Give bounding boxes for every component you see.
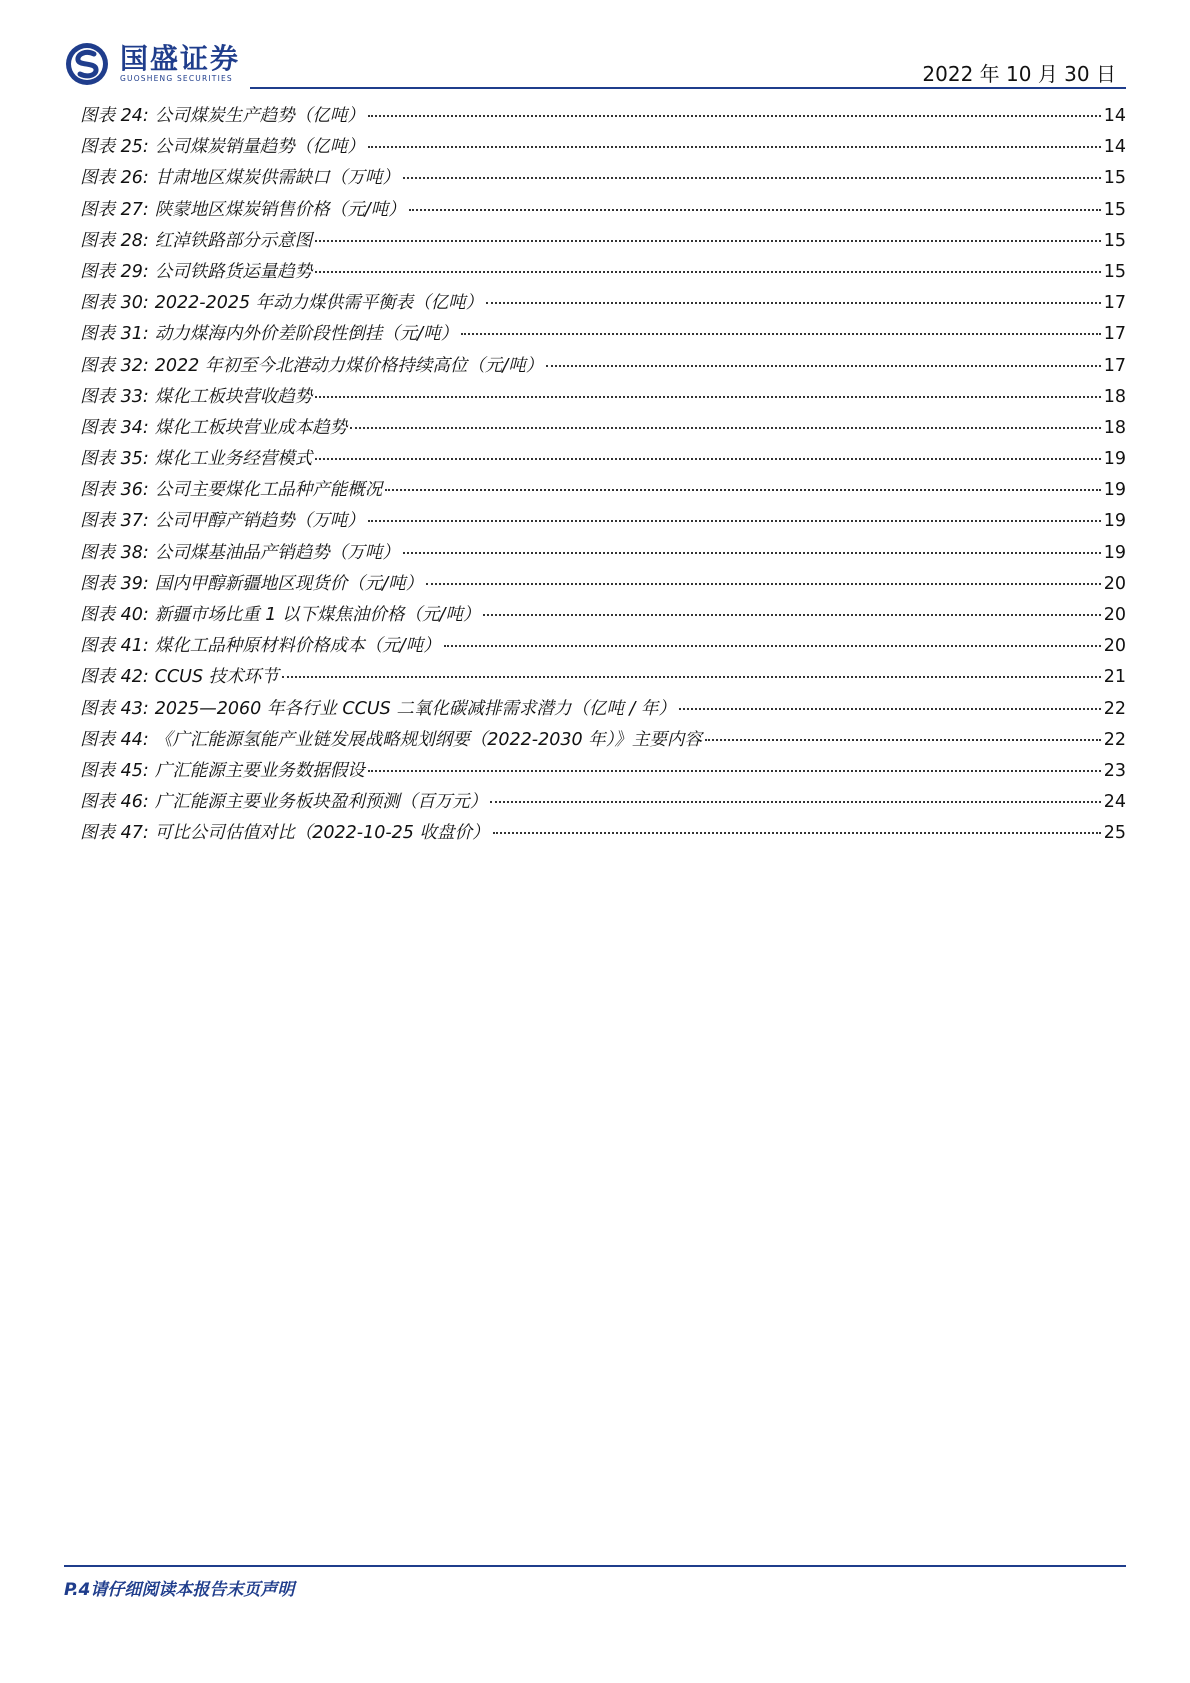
toc-dot-leader — [315, 458, 1100, 460]
toc-entry[interactable] — [80, 413, 1126, 444]
toc-entry-page: 22 — [1103, 729, 1126, 750]
toc-entry[interactable] — [80, 506, 1126, 537]
toc-entry-title: 广汇能源主要业务板块盈利预测（百万元） — [154, 792, 488, 813]
toc-entry[interactable] — [80, 600, 1126, 631]
toc-entry-title: 公司主要煤化工品种产能概况 — [154, 480, 383, 501]
toc-entry[interactable] — [80, 132, 1126, 163]
toc-entry-page: 21 — [1103, 667, 1126, 688]
toc-dot-leader — [483, 614, 1100, 616]
toc-entry-title: 《广汇能源氢能产业链发展战略规划纲要（2022-2030 年）》主要内容 — [154, 729, 702, 750]
toc-dot-leader — [490, 801, 1100, 803]
toc-dot-leader — [385, 489, 1100, 491]
toc-entry[interactable] — [80, 818, 1126, 849]
toc-dot-leader — [315, 240, 1100, 242]
toc-entry[interactable] — [80, 756, 1126, 787]
company-logo — [64, 38, 240, 90]
toc-entry-title: 2022-2025 年动力煤供需平衡表（亿吨） — [154, 293, 484, 314]
toc-entry-label: 图表 32: — [80, 355, 149, 376]
toc-entry-page: 17 — [1103, 324, 1126, 345]
toc-entry-label: 图表 44: — [80, 729, 149, 750]
toc-entry-title: 红淖铁路部分示意图 — [154, 230, 313, 251]
toc-entry-title: 公司铁路货运量趋势 — [154, 261, 313, 282]
toc-entry-page: 20 — [1103, 573, 1126, 594]
guosheng-logo-icon — [64, 41, 110, 87]
toc-entry-label: 图表 24: — [80, 106, 149, 126]
toc-entry-page: 19 — [1103, 449, 1126, 470]
toc-dot-leader — [444, 645, 1101, 647]
toc-entry-page: 17 — [1103, 293, 1126, 314]
toc-dot-leader — [368, 770, 1101, 772]
toc-entry-label: 图表 36: — [80, 480, 149, 501]
toc-dot-leader — [409, 209, 1101, 211]
toc-entry-label: 图表 28: — [80, 230, 149, 251]
toc-entry[interactable] — [80, 382, 1126, 413]
toc-entry-label: 图表 31: — [80, 324, 149, 345]
toc-entry-title: 煤化工板块营业成本趋势 — [154, 417, 348, 438]
toc-entry-title: 新疆市场比重 1 以下煤焦油价格（元/吨） — [154, 605, 481, 625]
logo-english-name: GUOSHENG SECURITIES — [120, 74, 233, 83]
header-divider — [250, 87, 1126, 89]
toc-entry-label: 图表 30: — [80, 293, 149, 314]
toc-entry-page: 18 — [1103, 417, 1126, 438]
footer-divider — [64, 1565, 1126, 1567]
toc-entry-title: 煤化工品种原材料价格成本（元/吨） — [154, 636, 441, 657]
toc-dot-leader — [461, 333, 1101, 335]
toc-entry-label: 图表 33: — [80, 386, 149, 407]
toc-dot-leader — [368, 115, 1101, 117]
toc-entry-title: 2025—2060 年各行业 CCUS 二氧化碳减排需求潜力（亿吨 / 年） — [154, 698, 676, 719]
toc-entry-page: 19 — [1103, 511, 1126, 532]
toc-entry[interactable] — [80, 257, 1126, 288]
toc-entry-page: 22 — [1103, 698, 1126, 719]
toc-entry-title: 公司煤基油品产销趋势（万吨） — [154, 542, 400, 563]
toc-dot-leader — [315, 396, 1100, 398]
toc-entry[interactable] — [80, 662, 1126, 693]
toc-entry-label: 图表 38: — [80, 542, 149, 563]
toc-dot-leader — [546, 365, 1100, 367]
toc-entry[interactable] — [80, 725, 1126, 756]
toc-entry-page: 15 — [1103, 230, 1126, 251]
toc-entry[interactable] — [80, 226, 1126, 257]
toc-entry[interactable] — [80, 694, 1126, 725]
toc-entry-label: 图表 29: — [80, 261, 149, 282]
toc-entry-page: 20 — [1103, 636, 1126, 657]
toc-entry-title: 甘肃地区煤炭供需缺口（万吨） — [154, 168, 400, 189]
toc-entry-title: 动力煤海内外价差阶段性倒挂（元/吨） — [154, 324, 459, 345]
toc-entry-label: 图表 46: — [80, 792, 149, 813]
figure-index-list — [80, 101, 1126, 850]
toc-dot-leader — [282, 676, 1101, 678]
toc-entry[interactable] — [80, 163, 1126, 194]
toc-entry[interactable] — [80, 101, 1126, 132]
toc-entry[interactable] — [80, 319, 1126, 350]
toc-entry[interactable] — [80, 351, 1126, 382]
toc-entry-page: 15 — [1103, 168, 1126, 189]
toc-dot-leader — [368, 520, 1101, 522]
toc-entry[interactable] — [80, 288, 1126, 319]
toc-entry-label: 图表 27: — [80, 199, 149, 220]
toc-entry-title: 公司甲醇产销趋势（万吨） — [154, 511, 365, 532]
toc-dot-leader — [403, 177, 1101, 179]
toc-dot-leader — [486, 302, 1101, 304]
toc-entry-page: 19 — [1103, 480, 1126, 501]
toc-entry-title: 可比公司估值对比（2022-10-25 收盘价） — [154, 823, 490, 844]
toc-entry-title: 煤化工业务经营模式 — [154, 449, 313, 470]
toc-dot-leader — [350, 427, 1100, 429]
toc-entry-label: 图表 47: — [80, 823, 149, 844]
toc-entry[interactable] — [80, 631, 1126, 662]
toc-entry-page: 14 — [1103, 137, 1126, 158]
toc-entry-page: 18 — [1103, 386, 1126, 407]
footer-disclaimer: P.4请仔细阅读本报告末页声明 — [64, 1580, 295, 1600]
toc-entry-label: 图表 39: — [80, 573, 149, 594]
toc-entry[interactable] — [80, 538, 1126, 569]
toc-entry-title: 公司煤炭生产趋势（亿吨） — [154, 106, 365, 126]
toc-entry-page: 25 — [1103, 823, 1126, 844]
toc-entry-page: 23 — [1103, 760, 1126, 781]
toc-dot-leader — [426, 583, 1101, 585]
toc-entry-label: 图表 41: — [80, 636, 149, 657]
page-header — [64, 38, 1126, 90]
toc-entry-label: 图表 40: — [80, 605, 149, 625]
report-date: 2022 年 10 月 30 日 — [922, 62, 1116, 86]
toc-entry-page: 20 — [1103, 605, 1126, 625]
toc-entry-title: 广汇能源主要业务数据假设 — [154, 760, 365, 781]
toc-entry-label: 图表 43: — [80, 698, 149, 719]
toc-dot-leader — [403, 552, 1101, 554]
toc-entry-title: CCUS 技术环节 — [154, 667, 279, 688]
toc-entry[interactable] — [80, 444, 1126, 475]
toc-dot-leader — [679, 708, 1101, 710]
toc-entry[interactable] — [80, 787, 1126, 818]
toc-entry-page: 14 — [1103, 106, 1126, 126]
toc-entry-label: 图表 34: — [80, 417, 149, 438]
toc-entry[interactable] — [80, 475, 1126, 506]
toc-entry-label: 图表 35: — [80, 449, 149, 470]
toc-dot-leader — [315, 271, 1100, 273]
toc-entry-page: 15 — [1103, 199, 1126, 220]
toc-entry-title: 陕蒙地区煤炭销售价格（元/吨） — [154, 199, 406, 220]
toc-entry-label: 图表 25: — [80, 137, 149, 158]
toc-entry-page: 24 — [1103, 792, 1126, 813]
toc-entry-label: 图表 37: — [80, 511, 149, 532]
toc-entry[interactable] — [80, 569, 1126, 600]
toc-entry-label: 图表 42: — [80, 667, 149, 688]
toc-entry-page: 15 — [1103, 261, 1126, 282]
toc-dot-leader — [368, 146, 1101, 148]
toc-entry-label: 图表 26: — [80, 168, 149, 189]
toc-dot-leader — [705, 739, 1101, 741]
toc-entry[interactable] — [80, 195, 1126, 226]
toc-entry-title: 煤化工板块营收趋势 — [154, 386, 313, 407]
toc-entry-title: 公司煤炭销量趋势（亿吨） — [154, 137, 365, 158]
toc-entry-page: 17 — [1103, 355, 1126, 376]
logo-chinese-name: 国盛证券 — [120, 42, 241, 75]
toc-entry-title: 2022 年初至今北港动力煤价格持续高位（元/吨） — [154, 355, 544, 376]
toc-entry-title: 国内甲醇新疆地区现货价（元/吨） — [154, 573, 424, 594]
toc-entry-page: 19 — [1103, 542, 1126, 563]
toc-entry-label: 图表 45: — [80, 760, 149, 781]
toc-dot-leader — [493, 832, 1101, 834]
